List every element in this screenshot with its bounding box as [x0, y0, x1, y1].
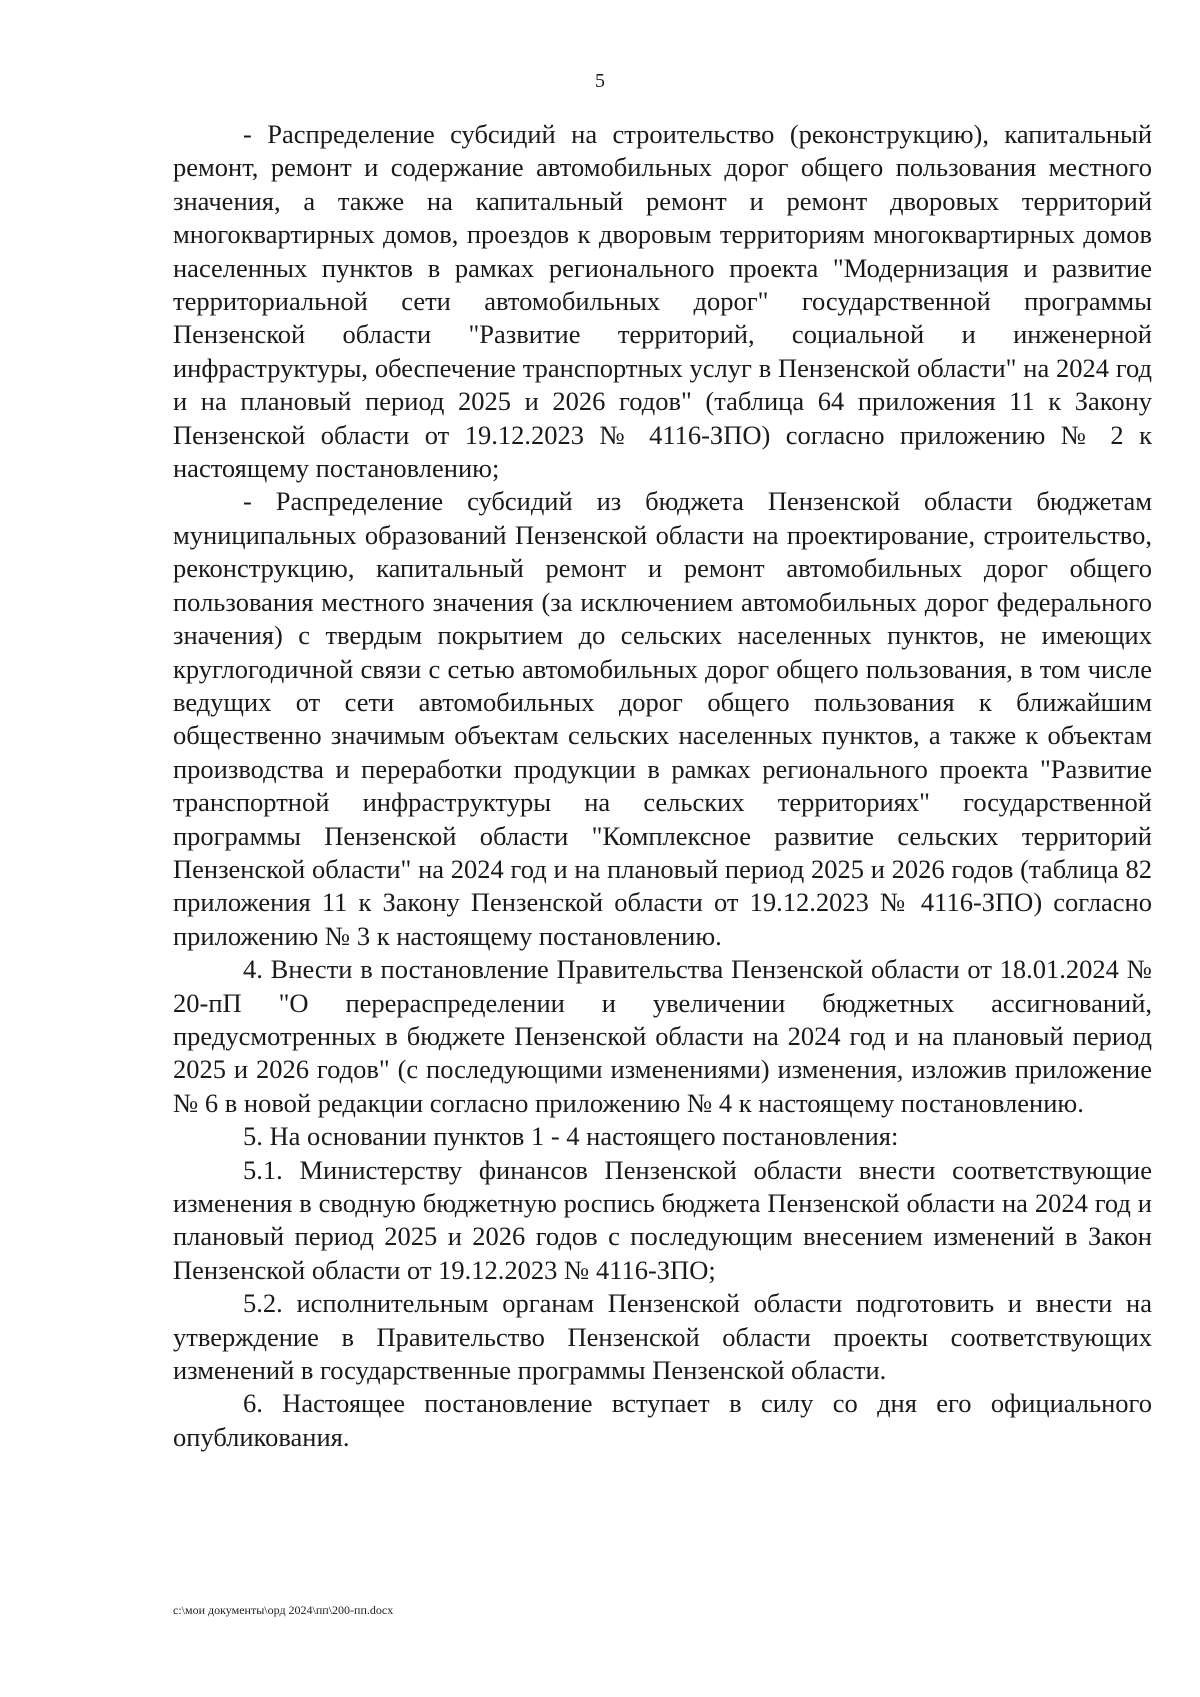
footer-file-path: c:\мои документы\орд 2024\пп\200-пп.docx — [173, 1603, 394, 1617]
document-body — [173, 118, 1152, 1454]
paragraph-item-4: 4. Внести в постановление Правительства Пензенской области от 18.01.2024 № 20-пП "О перераспределении и увеличении бюджетных ассигнований, предусмотренных в бюджете Пензенской области на 2024 год и на плановый период 2025 и 2026 годов" (с последующими изменениями) изменения, изложив приложение № 6 в новой редакции согласно приложению № 4 к настоящему постановлению. — [173, 954, 1152, 1118]
paragraph-item-5-2: 5.2. исполнительным органам Пензенской области подготовить и внести на утверждение в Правительство Пензенской области проекты соответствующих изменений в государственные программы Пензенской области. — [173, 1288, 1152, 1386]
paragraph-subsidy-roads: - Распределение субсидий на строительство (реконструкцию), капитальный ремонт, ремонт и содержание автомобильных дорог общего пользования местного значения, а также на капитальный ремонт и ремонт дворовых территорий многоквартирных домов, проездов к дворовым территориям многоквартирных домов населенных пунктов в рамках регионального проекта "Модернизация и развитие территориальной сети автомобильных дорог" государственной программы Пензенской области "Развитие территорий, социальной и инженерной инфраструктуры, обеспечение транспортных услуг в Пензенской области" на 2024 год и на плановый период 2025 и 2026 годов" (таблица 64 приложения 11 к Закону Пензенской области от 19.12.2023 № 4116-ЗПО) согласно приложению № 2 к настоящему постановлению; — [173, 119, 1152, 484]
page-number: 5 — [595, 70, 605, 92]
paragraph-subsidy-rural-roads: - Распределение субсидий из бюджета Пензенской области бюджетам муниципальных образований Пензенской области на проектирование, строительство, реконструкцию, капитальный ремонт и ремонт автомобильных дорог общего пользования местного значения (за исключением автомобильных дорог федерального значения) с твердым покрытием до сельских населенных пунктов, не имеющих круглогодичной связи с сетью автомобильных дорог общего пользования, в том числе ведущих от сети автомобильных дорог общего пользования к ближайшим общественно значимым объектам сельских населенных пунктов, а также к объектам производства и переработки продукции в рамках регионального проекта "Развитие транспортной инфраструктуры на сельских территориях" государственной программы Пензенской области "Комплексное развитие сельских территорий Пензенской области" на 2024 год и на плановый период 2025 и 2026 годов (таблица 82 приложения 11 к Закону Пензенской области от 19.12.2023 № 4116-ЗПО) согласно приложению № 3 к настоящему постановлению. — [173, 486, 1152, 951]
paragraph-item-6: 6. Настоящее постановление вступает в силу со дня его официального опубликования. — [173, 1388, 1152, 1452]
paragraph-item-5: 5. На основании пунктов 1 - 4 настоящего постановления: — [243, 1121, 899, 1152]
paragraph-item-5-1: 5.1. Министерству финансов Пензенской области внести соответствующие изменения в сводную бюджетную роспись бюджета Пензенской области на 2024 год и плановый период 2025 и 2026 годов с последующим внесением изменений в Закон Пензенской области от 19.12.2023 № 4116-ЗПО; — [173, 1154, 1152, 1285]
